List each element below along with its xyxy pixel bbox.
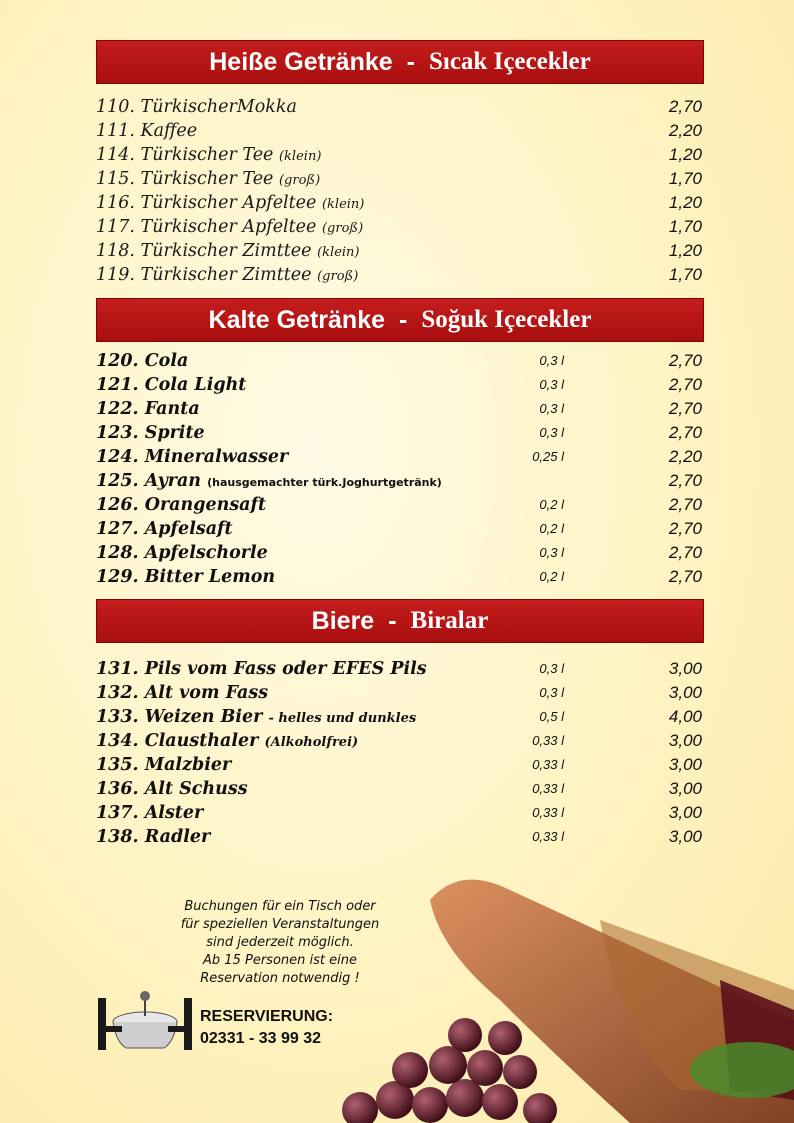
menu-item-name xyxy=(96,239,360,265)
menu-item-name xyxy=(96,143,321,169)
menu-item-volume: 0,2 l xyxy=(539,497,564,512)
menu-item-price: 2,70 xyxy=(668,375,702,394)
menu-item-volume: 0,3 l xyxy=(539,661,564,676)
menu-item-label: 138. Radler xyxy=(96,827,211,847)
menu-item-price: 3,00 xyxy=(668,827,702,846)
menu-item-note: - helles und dunkles xyxy=(268,711,417,726)
menu-item-name xyxy=(96,565,275,589)
menu-item-name xyxy=(96,445,288,469)
reservation-phone: 02331 - 33 99 32 xyxy=(200,1030,321,1047)
menu-item-name xyxy=(96,493,266,517)
reservation-block xyxy=(200,1006,333,1050)
menu-item-price: 2,70 xyxy=(668,567,702,586)
menu-item-label: 117. Türkischer Apfeltee xyxy=(96,217,317,237)
menu-item-name xyxy=(96,753,231,777)
menu-item-name xyxy=(96,729,358,755)
section-title-tr: Sıcak Içecekler xyxy=(428,48,591,75)
menu-item-volume: 0,2 l xyxy=(539,521,564,536)
menu-item xyxy=(96,191,704,215)
menu-item-volume: 0,33 l xyxy=(532,829,564,844)
menu-item-price: 3,00 xyxy=(668,683,702,702)
menu-item xyxy=(96,397,704,421)
menu-list-beer xyxy=(96,657,704,849)
menu-item-price: 4,00 xyxy=(668,707,702,726)
menu-item-price: 3,00 xyxy=(668,731,702,750)
menu-item-label: 134. Clausthaler xyxy=(96,731,259,751)
menu-item-label: 120. Cola xyxy=(96,351,189,371)
menu-item-price: 1,20 xyxy=(668,241,702,260)
menu-item-name xyxy=(96,825,210,849)
menu-item-label: 129. Bitter Lemon xyxy=(96,567,276,587)
menu-item-name xyxy=(96,777,248,801)
section-title-tr: Soğuk Içecekler xyxy=(421,306,592,333)
menu-item-label: 127. Apfelsaft xyxy=(96,519,233,539)
menu-item-note: (groß) xyxy=(278,173,321,188)
menu-item xyxy=(96,421,704,445)
menu-item xyxy=(96,349,704,373)
menu-item-name xyxy=(96,469,442,495)
menu-item-price: 1,20 xyxy=(668,193,702,212)
menu-item-price: 3,00 xyxy=(668,779,702,798)
menu-item-name xyxy=(96,657,427,681)
menu-item xyxy=(96,681,704,705)
menu-list-cold xyxy=(96,349,704,589)
menu-item-price: 2,70 xyxy=(668,543,702,562)
booking-info-line: Reservation notwendig ! xyxy=(200,971,360,986)
menu-item-label: 116. Türkischer Apfeltee xyxy=(96,193,317,213)
menu-item-price: 2,70 xyxy=(668,351,702,370)
menu-item-label: 115. Türkischer Tee xyxy=(96,169,274,189)
booking-info xyxy=(150,898,410,988)
menu-item xyxy=(96,95,704,119)
menu-item-note: (hausgemachter türk.Joghurtgetränk) xyxy=(207,476,442,489)
menu-item-name xyxy=(96,191,364,217)
menu-item xyxy=(96,215,704,239)
booking-info-line: sind jederzeit möglich. xyxy=(206,935,354,950)
menu-item xyxy=(96,541,704,565)
menu-item-note: (klein) xyxy=(321,197,365,212)
menu-item-price: 2,20 xyxy=(668,447,702,466)
menu-item xyxy=(96,753,704,777)
menu-item-label: 126. Orangensaft xyxy=(96,495,267,515)
menu-item-name xyxy=(96,263,358,289)
menu-item-label: 137. Alster xyxy=(96,803,204,823)
menu-item-label: 111. Kaffee xyxy=(96,121,198,141)
menu-item-label: 131. Pils vom Fass oder EFES Pils xyxy=(96,659,427,679)
menu-item-price: 2,70 xyxy=(668,471,702,490)
menu-item-volume: 0,3 l xyxy=(539,425,564,440)
menu-item-label: 135. Malzbier xyxy=(96,755,232,775)
menu-item-label: 132. Alt vom Fass xyxy=(96,683,269,703)
menu-item-note: (klein) xyxy=(317,245,360,260)
menu-item xyxy=(96,705,704,729)
menu-item xyxy=(96,825,704,849)
menu-item xyxy=(96,777,704,801)
menu-item xyxy=(96,263,704,287)
menu-item-label: 122. Fanta xyxy=(96,399,200,419)
menu-item-label: 133. Weizen Bier xyxy=(96,707,263,727)
menu-item-volume: 0,33 l xyxy=(532,757,564,772)
menu-item xyxy=(96,239,704,263)
section-title-tr: Biralar xyxy=(410,607,489,634)
menu-item-name xyxy=(96,705,416,731)
booking-info-line: Buchungen für ein Tisch oder xyxy=(184,899,376,914)
menu-item-label: 124. Mineralwasser xyxy=(96,447,289,467)
menu-item-price: 1,70 xyxy=(668,265,702,284)
menu-item-price: 1,70 xyxy=(668,217,702,236)
menu-item-price: 2,70 xyxy=(668,423,702,442)
menu-item-label: 119. Türkischer Zimttee xyxy=(96,265,312,285)
section-title-de: Biere xyxy=(311,606,375,635)
menu-item-name xyxy=(96,541,268,565)
menu-item-name xyxy=(96,421,205,445)
menu-item-volume: 0,2 l xyxy=(539,569,564,584)
menu-item-price: 2,70 xyxy=(668,519,702,538)
section-banner-cold xyxy=(96,298,704,342)
title-separator: - xyxy=(406,47,415,76)
menu-item-volume: 0,33 l xyxy=(532,781,564,796)
menu-item-name xyxy=(96,801,203,825)
menu-item-volume: 0,3 l xyxy=(539,685,564,700)
menu-item-label: 128. Apfelschorle xyxy=(96,543,268,563)
menu-item xyxy=(96,445,704,469)
title-separator: - xyxy=(388,606,397,635)
menu-item xyxy=(96,119,704,143)
menu-item-volume: 0,3 l xyxy=(539,377,564,392)
menu-item-volume: 0,3 l xyxy=(539,353,564,368)
menu-item-note: (klein) xyxy=(278,149,322,164)
menu-item xyxy=(96,167,704,191)
menu-item-label: 136. Alt Schuss xyxy=(96,779,248,799)
menu-item-note: (Alkoholfrei) xyxy=(264,735,359,750)
menu-item-name xyxy=(96,681,268,705)
menu-item-price: 3,00 xyxy=(668,755,702,774)
menu-item-price: 2,70 xyxy=(668,399,702,418)
section-banner-hot xyxy=(96,40,704,84)
menu-item-name xyxy=(96,373,246,397)
booking-info-line: Ab 15 Personen ist eine xyxy=(203,953,357,968)
menu-item xyxy=(96,517,704,541)
title-separator: - xyxy=(399,305,408,334)
menu-item-label: 114. Türkischer Tee xyxy=(96,145,274,165)
menu-item xyxy=(96,565,704,589)
menu-list-hot xyxy=(96,95,704,287)
menu-item-name xyxy=(96,95,297,119)
menu-item-volume: 0,25 l xyxy=(532,449,564,464)
menu-item-note: (groß) xyxy=(321,221,364,236)
menu-item-note: (groß) xyxy=(317,269,359,284)
menu-item-label: 123. Sprite xyxy=(96,423,205,443)
menu-item-label: 110. TürkischerMokka xyxy=(96,97,297,117)
menu-item xyxy=(96,801,704,825)
section-banner-beer xyxy=(96,599,704,643)
menu-item-name xyxy=(96,119,197,143)
menu-item-label: 118. Türkischer Zimttee xyxy=(96,241,312,261)
menu-item xyxy=(96,657,704,681)
menu-item-name xyxy=(96,167,320,193)
menu-item-volume: 0,3 l xyxy=(539,401,564,416)
menu-item-name xyxy=(96,215,363,241)
menu-item-volume: 0,33 l xyxy=(532,805,564,820)
menu-item xyxy=(96,729,704,753)
dining-table-icon xyxy=(96,980,194,1060)
menu-item-price: 1,70 xyxy=(668,169,702,188)
menu-item-price: 2,20 xyxy=(668,121,702,140)
section-title-de: Kalte Getränke xyxy=(208,305,385,334)
menu-item xyxy=(96,493,704,517)
reservation-label: RESERVIERUNG: xyxy=(200,1008,334,1025)
booking-info-line: für speziellen Veranstaltungen xyxy=(180,917,380,932)
section-title-de: Heiße Getränke xyxy=(209,47,393,76)
menu-item xyxy=(96,373,704,397)
menu-item xyxy=(96,143,704,167)
menu-item-label: 121. Cola Light xyxy=(96,375,247,395)
menu-item-price: 3,00 xyxy=(668,803,702,822)
menu-item-volume: 0,5 l xyxy=(539,709,564,724)
menu-item-name xyxy=(96,517,233,541)
menu-item-price: 2,70 xyxy=(668,495,702,514)
menu-item-volume: 0,33 l xyxy=(532,733,564,748)
menu-item-name xyxy=(96,349,188,373)
menu-item-price: 2,70 xyxy=(668,97,702,116)
menu-item-volume: 0,3 l xyxy=(539,545,564,560)
menu-item xyxy=(96,469,704,493)
menu-item-price: 3,00 xyxy=(668,659,702,678)
menu-item-name xyxy=(96,397,200,421)
menu-item-price: 1,20 xyxy=(668,145,702,164)
menu-item-label: 125. Ayran xyxy=(96,471,202,491)
